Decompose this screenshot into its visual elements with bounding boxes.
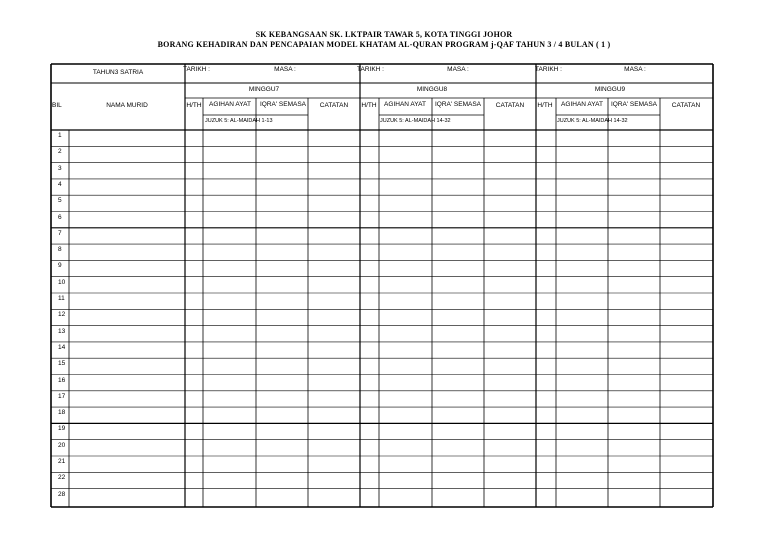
row-number: 21 xyxy=(58,458,66,465)
row-number: 9 xyxy=(58,262,62,270)
row-number: 3 xyxy=(58,164,62,172)
week1-juzuk: JUZUK 5: AL-MAIDAH 1-13 xyxy=(205,118,273,124)
week1-ht-header: H/TH xyxy=(186,102,202,109)
school-title: SK KEBANGSAAN SK. LKTPAIR TAWAR 5, KOTA TINGGI JOHOR xyxy=(255,30,513,39)
row-number: 6 xyxy=(58,213,62,221)
week2-ht-header: H/TH xyxy=(361,102,377,109)
row-number: 5 xyxy=(58,197,62,205)
row-number: 14 xyxy=(58,343,66,351)
week1-masa-label: MASA : xyxy=(274,66,296,73)
bil-header: BIL xyxy=(52,102,62,109)
week1-agihan-header: AGIHAN AYAT xyxy=(209,101,251,108)
row-number: 8 xyxy=(58,246,62,254)
week3-name: MINGGU9 xyxy=(594,86,626,93)
row-number: 11 xyxy=(58,295,65,302)
row-number: 2 xyxy=(58,148,62,156)
week2-tarikh-label: TARIKH : xyxy=(357,66,384,73)
row-number: 12 xyxy=(58,311,66,319)
row-number: 18 xyxy=(58,409,66,417)
week2-iqra-header: IQRA' SEMASA xyxy=(434,101,482,108)
row-number: 1 xyxy=(58,132,62,139)
row-number: 7 xyxy=(58,229,62,237)
week2-agihan-header: AGIHAN AYAT xyxy=(384,101,426,108)
week3-ht-header: H/TH xyxy=(537,102,553,109)
week2-name: MINGGU8 xyxy=(416,86,448,93)
week3-iqra-header: IQRA' SEMASA xyxy=(610,101,658,108)
row-number: 16 xyxy=(58,376,66,384)
week1-catatan-header: CATATAN xyxy=(319,102,349,109)
week2-masa-label: MASA : xyxy=(447,66,469,73)
row-number: 19 xyxy=(58,425,66,433)
week3-catatan-header: CATATAN xyxy=(671,102,701,109)
week1-tarikh-label: TARIKH : xyxy=(183,66,210,73)
row-number: 15 xyxy=(58,360,66,368)
row-number: 13 xyxy=(58,327,66,335)
row-number: 22 xyxy=(58,474,66,482)
class-label: TAHUN3 SATRIA xyxy=(92,69,144,76)
week1-iqra-header: IQRA' SEMASA xyxy=(259,101,307,108)
row-number: 28 xyxy=(58,490,66,498)
week3-tarikh-label: TARIKH : xyxy=(535,66,562,73)
week3-juzuk: JUZUK 5: AL-MAIDAH 14-32 xyxy=(557,118,628,124)
week3-masa-label: MASA : xyxy=(624,66,646,73)
week2-catatan-header: CATATAN xyxy=(495,102,525,109)
nama-murid-header: NAMA MURID xyxy=(106,102,148,109)
week1-name: MINGGU7 xyxy=(248,86,280,93)
row-number: 17 xyxy=(58,392,66,400)
form-title: BORANG KEHADIRAN DAN PENCAPAIAN MODEL KHATAM AL-QURAN PROGRAM j-QAF TAHUN 3 / 4 BULAN ( 1 ) xyxy=(157,40,611,49)
row-number: 4 xyxy=(58,180,62,188)
row-number: 10 xyxy=(58,278,66,286)
row-number: 20 xyxy=(58,441,66,449)
week3-agihan-header: AGIHAN AYAT xyxy=(561,101,603,108)
week2-juzuk: JUZUK 5: AL-MAIDAH 14-32 xyxy=(380,118,451,124)
